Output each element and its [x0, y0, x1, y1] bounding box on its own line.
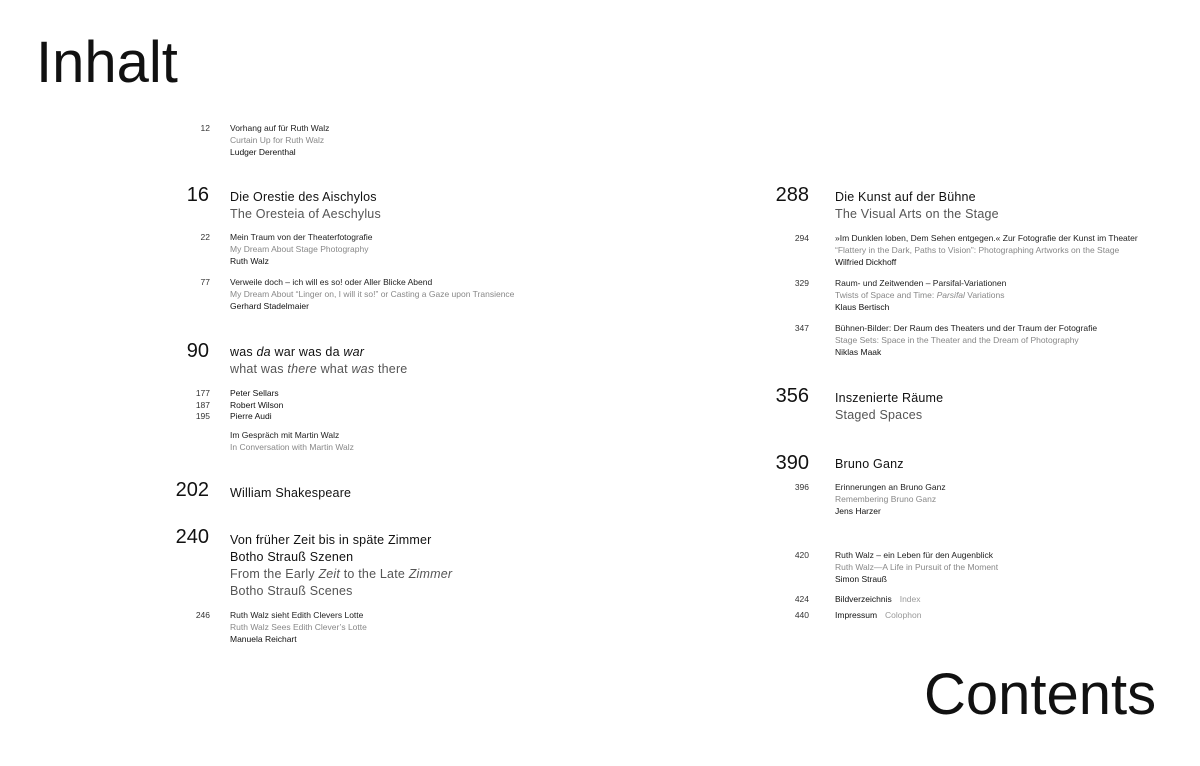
section-title-de: Bruno Ganz — [835, 457, 904, 471]
section-title-de: Die Orestie des Aischylos — [230, 190, 377, 204]
section-number: 288 — [775, 184, 809, 206]
section-title-en: Staged Spaces — [835, 408, 923, 422]
section-title-de: was da war was da war — [230, 345, 365, 359]
section-number: 240 — [175, 526, 209, 548]
page-number: 396 — [794, 482, 809, 492]
entry-title-de: Mein Traum von der Theaterfotografie — [230, 232, 373, 242]
page-number: 22 — [200, 232, 210, 242]
toc-section-202[interactable] — [230, 485, 351, 502]
toc-section-240[interactable] — [230, 532, 452, 600]
page-number: 420 — [794, 550, 809, 560]
entry-title-de: Ruth Walz – ein Leben für den Augenblick — [835, 550, 993, 560]
page-number: 77 — [200, 277, 210, 287]
page-number: 294 — [794, 233, 809, 243]
entry-author: Jens Harzer — [835, 506, 881, 516]
entry-title-en: Twists of Space and Time: Parsifal Variations — [835, 290, 1005, 300]
toc-entry-177[interactable]: Peter Sellars — [230, 388, 279, 398]
toc-entry-77[interactable] — [230, 276, 514, 312]
toc-section-90[interactable] — [230, 344, 407, 378]
toc-section-16[interactable] — [230, 189, 381, 223]
entry-title-de: Ruth Walz sieht Edith Clevers Lotte — [230, 610, 364, 620]
toc-entry-347[interactable] — [835, 322, 1097, 358]
entry-title-en: Colophon — [885, 610, 922, 620]
section-title-en: what was there what was there — [230, 362, 408, 376]
section-number: 390 — [775, 452, 809, 474]
toc-section-288[interactable] — [835, 189, 999, 223]
toc-entry-12[interactable] — [230, 122, 329, 158]
page-title-inhalt: Inhalt — [36, 30, 178, 95]
entry-author: Gerhard Stadelmaier — [230, 301, 309, 311]
section-title-de: Die Kunst auf der Bühne — [835, 190, 976, 204]
entry-title-en: “Flattery in the Dark, Paths to Vision”: Photographing Artworks on the Stage — [835, 245, 1120, 255]
toc-entry-424[interactable] — [835, 593, 921, 605]
section-title-en-2: Botho Strauß Scenes — [230, 584, 353, 598]
section-title-de-1: Von früher Zeit bis in späte Zimmer — [230, 533, 432, 547]
entry-title-en: Ruth Walz Sees Edith Clever’s Lotte — [230, 622, 367, 632]
entry-title-en: My Dream About “Linger on, I will it so!” or Casting a Gaze upon Transience — [230, 289, 515, 299]
entry-title-de: Bildverzeichnis — [835, 594, 892, 604]
section-number: 202 — [175, 479, 209, 501]
page-number: 12 — [200, 123, 210, 133]
toc-entry-195[interactable]: Pierre Audi — [230, 411, 272, 421]
entry-title-de: Verweile doch – ich will es so! oder Aller Blicke Abend — [230, 277, 433, 287]
toc-entry-440[interactable] — [835, 609, 921, 621]
toc-section-390[interactable] — [835, 456, 904, 473]
section-number: 356 — [775, 385, 809, 407]
entry-author: Wilfried Dickhoff — [835, 257, 897, 267]
entry-title-de: Vorhang auf für Ruth Walz — [230, 123, 330, 133]
toc-section-356[interactable] — [835, 390, 943, 424]
page-number: 195 — [195, 411, 210, 421]
entry-author: Niklas Maak — [835, 347, 882, 357]
entry-title-de: Erinnerungen an Bruno Ganz — [835, 482, 946, 492]
entry-author: Klaus Bertisch — [835, 302, 890, 312]
section-number: 16 — [186, 184, 209, 206]
toc-entry-420[interactable] — [835, 549, 998, 585]
toc-entry-246[interactable] — [230, 609, 367, 645]
section-title-en-1: From the Early Zeit to the Late Zimmer — [230, 567, 453, 581]
toc-entry-396[interactable] — [835, 481, 946, 517]
entry-title-de: Raum- und Zeitwenden – Parsifal-Variationen — [835, 278, 1007, 288]
entry-title-en: In Conversation with Martin Walz — [230, 442, 354, 452]
section-number: 90 — [186, 340, 209, 362]
page-number: 347 — [794, 323, 809, 333]
entry-author: Ludger Derenthal — [230, 147, 296, 157]
section-title-de: William Shakespeare — [230, 486, 352, 500]
entry-author: Ruth Walz — [230, 256, 269, 266]
section-title-en: The Visual Arts on the Stage — [835, 207, 999, 221]
entry-title-de: Im Gespräch mit Martin Walz — [230, 430, 340, 440]
page-title-contents: Contents — [924, 662, 1157, 727]
entry-title-en: Ruth Walz—A Life in Pursuit of the Moment — [835, 562, 999, 572]
entry-author: Simon Strauß — [835, 574, 887, 584]
entry-title-en: Curtain Up for Ruth Walz — [230, 135, 325, 145]
entry-title-de: Bühnen-Bilder: Der Raum des Theaters und der Traum der Fotografie — [835, 323, 1098, 333]
entry-title-en: Remembering Bruno Ganz — [835, 494, 937, 504]
section-title-de-2: Botho Strauß Szenen — [230, 550, 354, 564]
entry-title-en: Index — [899, 594, 921, 604]
toc-entry-conversation[interactable] — [230, 429, 354, 453]
page-number: 424 — [794, 594, 809, 604]
toc-entry-329[interactable] — [835, 277, 1006, 313]
page-number: 246 — [195, 610, 210, 620]
section-title-de: Inszenierte Räume — [835, 391, 944, 405]
toc-entry-22[interactable] — [230, 231, 373, 267]
page-number: 329 — [794, 278, 809, 288]
page-number: 440 — [794, 610, 809, 620]
toc-entry-187[interactable]: Robert Wilson — [230, 400, 284, 410]
page-number: 177 — [195, 388, 210, 398]
section-title-en: The Oresteia of Aeschylus — [230, 207, 381, 221]
entry-title-de: »Im Dunklen loben, Dem Sehen entgegen.« Zur Fotografie der Kunst im Theater — [835, 233, 1138, 243]
page-number: 187 — [195, 400, 210, 410]
toc-entry-294[interactable] — [835, 232, 1138, 268]
entry-author: Manuela Reichart — [230, 634, 297, 644]
entry-title-en: Stage Sets: Space in the Theater and the Dream of Photography — [835, 335, 1079, 345]
entry-title-de: Impressum — [835, 610, 878, 620]
entry-title-en: My Dream About Stage Photography — [230, 244, 369, 254]
